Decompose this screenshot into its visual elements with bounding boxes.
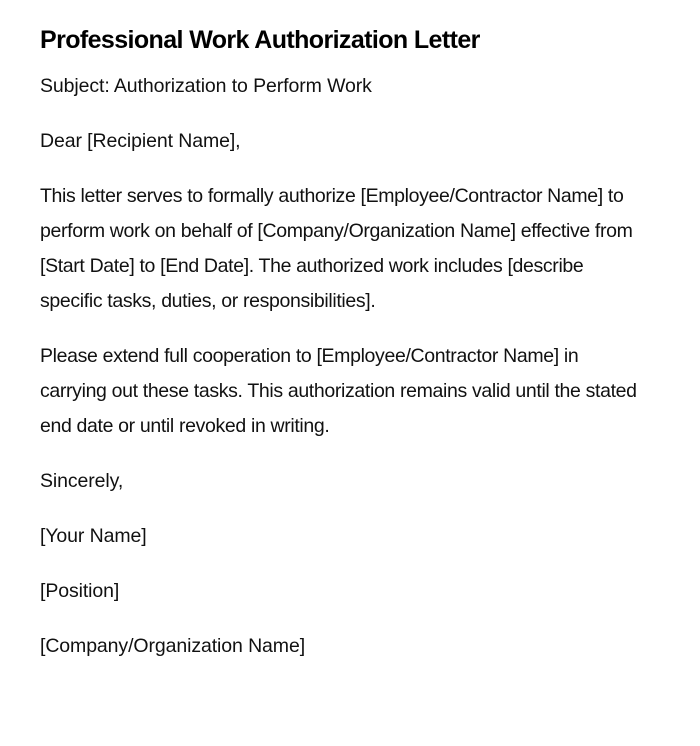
signature-name: [Your Name] xyxy=(40,525,147,547)
closing: Sincerely, xyxy=(40,470,124,492)
signature-organization: [Company/Organization Name] xyxy=(40,635,306,657)
letter xyxy=(40,22,645,684)
document-title: Professional Work Authorization Letter xyxy=(40,26,480,54)
salutation: Dear [Recipient Name], xyxy=(40,130,241,152)
body-paragraph-cooperation: Please extend full cooperation to [Employee/Contractor Name] in carrying out these tasks. This authorization remains valid until the stated end date or until revoked in writing. xyxy=(40,345,637,437)
signature-position: [Position] xyxy=(40,580,120,602)
body-paragraph-authorization: This letter serves to formally authorize [Employee/Contractor Name] to perform work on behalf of [Company/Organization Name] effective from [Start Date] to [End Date]. The authorized work includes [describe specific tasks, duties, or responsibilities]. xyxy=(40,185,633,312)
subject-line: Subject: Authorization to Perform Work xyxy=(40,75,372,97)
